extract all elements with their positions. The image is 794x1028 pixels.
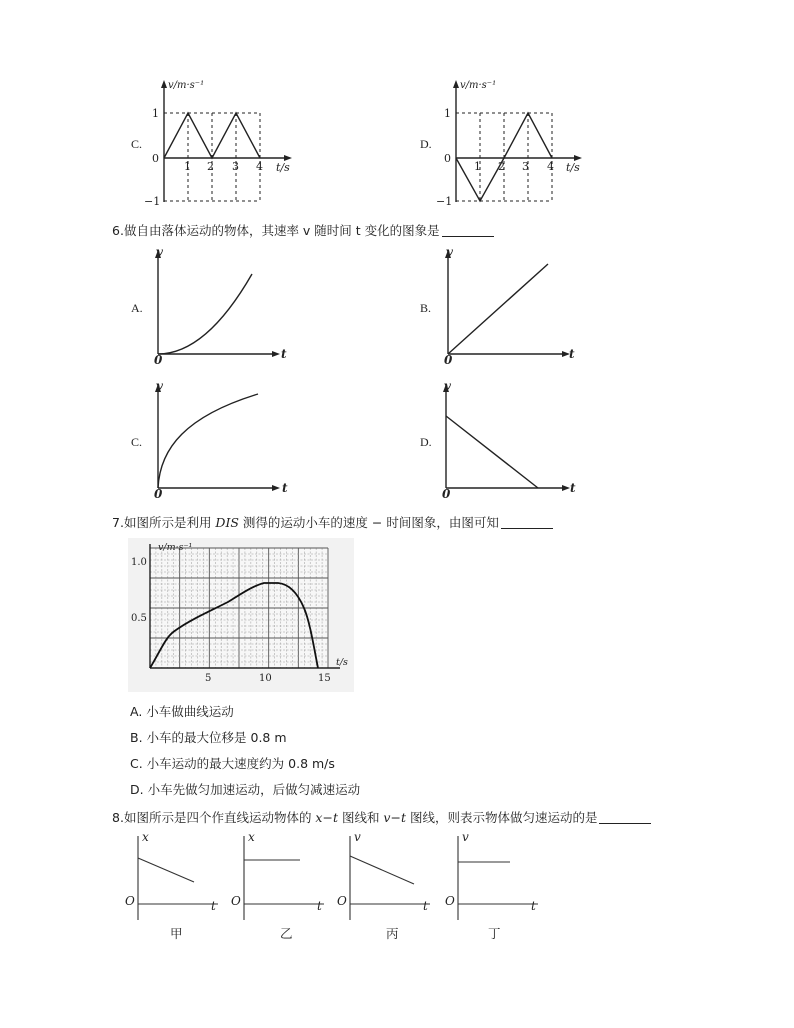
q6-answer-blank[interactable] [442, 224, 494, 237]
q6-number: 6. [112, 223, 124, 238]
q8-bing-x-label: t [423, 899, 428, 913]
q8-bing-origin: O [337, 894, 347, 908]
q6d-y-label: v [444, 379, 451, 393]
q6c-x-label: t [282, 481, 288, 495]
q8-bing-caption: 丙 [386, 926, 399, 941]
q8-text-post: 图线，则表示物体做匀速运动的是 [405, 810, 598, 825]
q5c-ytick-neg1: −1 [144, 195, 161, 208]
q6b-x-label: t [569, 347, 575, 361]
q5c-ytick-1: 1 [152, 107, 159, 120]
q6a-origin: 0 [154, 353, 163, 367]
q6-option-b-graph [436, 244, 586, 366]
q8-yi-x-label: t [317, 899, 322, 913]
q5-option-d-graph [430, 78, 590, 206]
q6a-y-label: v [156, 245, 163, 259]
q5d-xtick-1: 1 [474, 160, 481, 173]
q7-ytick-1: 1.0 [131, 557, 147, 568]
q6-option-c-graph [146, 378, 296, 500]
q8-jia-origin: O [125, 894, 135, 908]
q6-option-b-label: B. [420, 301, 432, 315]
q7-text-pre: 如图所示是利用 [123, 515, 216, 530]
q7-y-axis-label: v/m·s⁻¹ [158, 542, 193, 553]
q5c-xtick-3: 3 [232, 160, 239, 173]
q5c-ytick-0: 0 [152, 152, 159, 165]
q7-choice-c[interactable]: C. 小车运动的最大速度约为 0.8 m/s [130, 756, 335, 771]
q8-number: 8. [112, 810, 124, 825]
q8-text-mid: 图线和 [337, 810, 384, 825]
q5d-xtick-3: 3 [522, 160, 529, 173]
q5-option-d-label: D. [420, 137, 432, 151]
q8-bing-y-label: v [354, 830, 361, 844]
q6-option-a-graph [146, 244, 296, 366]
q6-option-a-label: A. [131, 301, 143, 315]
q8-jia-y-label: x [142, 830, 149, 844]
q7-xtick-10: 10 [259, 673, 272, 684]
q8-yi-caption: 乙 [280, 926, 293, 941]
q5-option-c-label: C. [131, 137, 143, 151]
q5d-x-axis-label: t/s [566, 161, 580, 174]
q8-graph-ding [442, 830, 552, 946]
q8-jia-caption: 甲 [170, 926, 183, 941]
q5c-xtick-1: 1 [184, 160, 191, 173]
q8-ding-x-label: t [531, 899, 536, 913]
q8-graph-bing [334, 830, 444, 946]
q8-ding-origin: O [445, 894, 455, 908]
q8-yi-origin: O [231, 894, 241, 908]
q6a-x-label: t [281, 347, 287, 361]
q8-question [112, 808, 651, 826]
q8-xt: x−t [315, 810, 338, 825]
q7-xtick-5: 5 [205, 673, 212, 684]
q5c-xtick-2: 2 [207, 160, 214, 173]
q6b-origin: 0 [444, 353, 453, 367]
q7-x-axis-label: t/s [336, 657, 348, 668]
q6c-origin: 0 [154, 487, 163, 501]
q7-text-dis: DIS [215, 515, 239, 530]
q5c-x-axis-label: t/s [276, 161, 290, 174]
q5-option-c-graph [140, 78, 300, 206]
q8-graph-yi [228, 830, 338, 946]
q5d-ytick-1: 1 [444, 107, 451, 120]
q6c-y-label: v [156, 379, 163, 393]
q8-graph-jia [122, 830, 232, 946]
q6d-x-label: t [570, 481, 576, 495]
q6-option-d-label: D. [420, 435, 432, 449]
q8-yi-y-label: x [248, 830, 255, 844]
q7-choice-a[interactable]: A. 小车做曲线运动 [130, 704, 234, 719]
q7-question [112, 513, 553, 531]
q6d-origin: 0 [442, 487, 451, 501]
q7-ytick-05: 0.5 [131, 613, 147, 624]
q5d-ytick-neg1: −1 [436, 195, 453, 208]
q5c-xtick-4: 4 [256, 160, 263, 173]
q8-ding-caption: 丁 [488, 926, 501, 941]
q7-choice-b[interactable]: B. 小车的最大位移是 0.8 m [130, 730, 287, 745]
q8-text-pre: 如图所示是四个作直线运动物体的 [123, 810, 316, 825]
q6b-y-label: v [446, 245, 453, 259]
q7-dis-graph [128, 538, 354, 692]
q5c-y-axis-label: v/m·s⁻¹ [168, 80, 205, 91]
q8-answer-blank[interactable] [599, 811, 651, 824]
q7-number: 7. [112, 515, 124, 530]
q8-vt: v−t [383, 810, 406, 825]
q5d-y-axis-label: v/m·s⁻¹ [460, 80, 497, 91]
q5d-xtick-2: 2 [498, 160, 505, 173]
q6-question [112, 221, 494, 239]
q6-option-d-graph [434, 378, 584, 500]
q7-choice-d[interactable]: D. 小车先做匀加速运动，后做匀减速运动 [130, 782, 361, 797]
q7-text-post: 测得的运动小车的速度 − 时间图象，由图可知 [238, 515, 499, 530]
q8-ding-y-label: v [462, 830, 469, 844]
q6-text: 做自由落体运动的物体，其速率 v 随时间 t 变化的图象是 [123, 223, 440, 238]
q7-answer-blank[interactable] [501, 516, 553, 529]
q7-xtick-15: 15 [318, 673, 331, 684]
q5d-ytick-0: 0 [444, 152, 451, 165]
q6-option-c-label: C. [131, 435, 143, 449]
q5d-xtick-4: 4 [547, 160, 554, 173]
q8-jia-x-label: t [211, 899, 216, 913]
